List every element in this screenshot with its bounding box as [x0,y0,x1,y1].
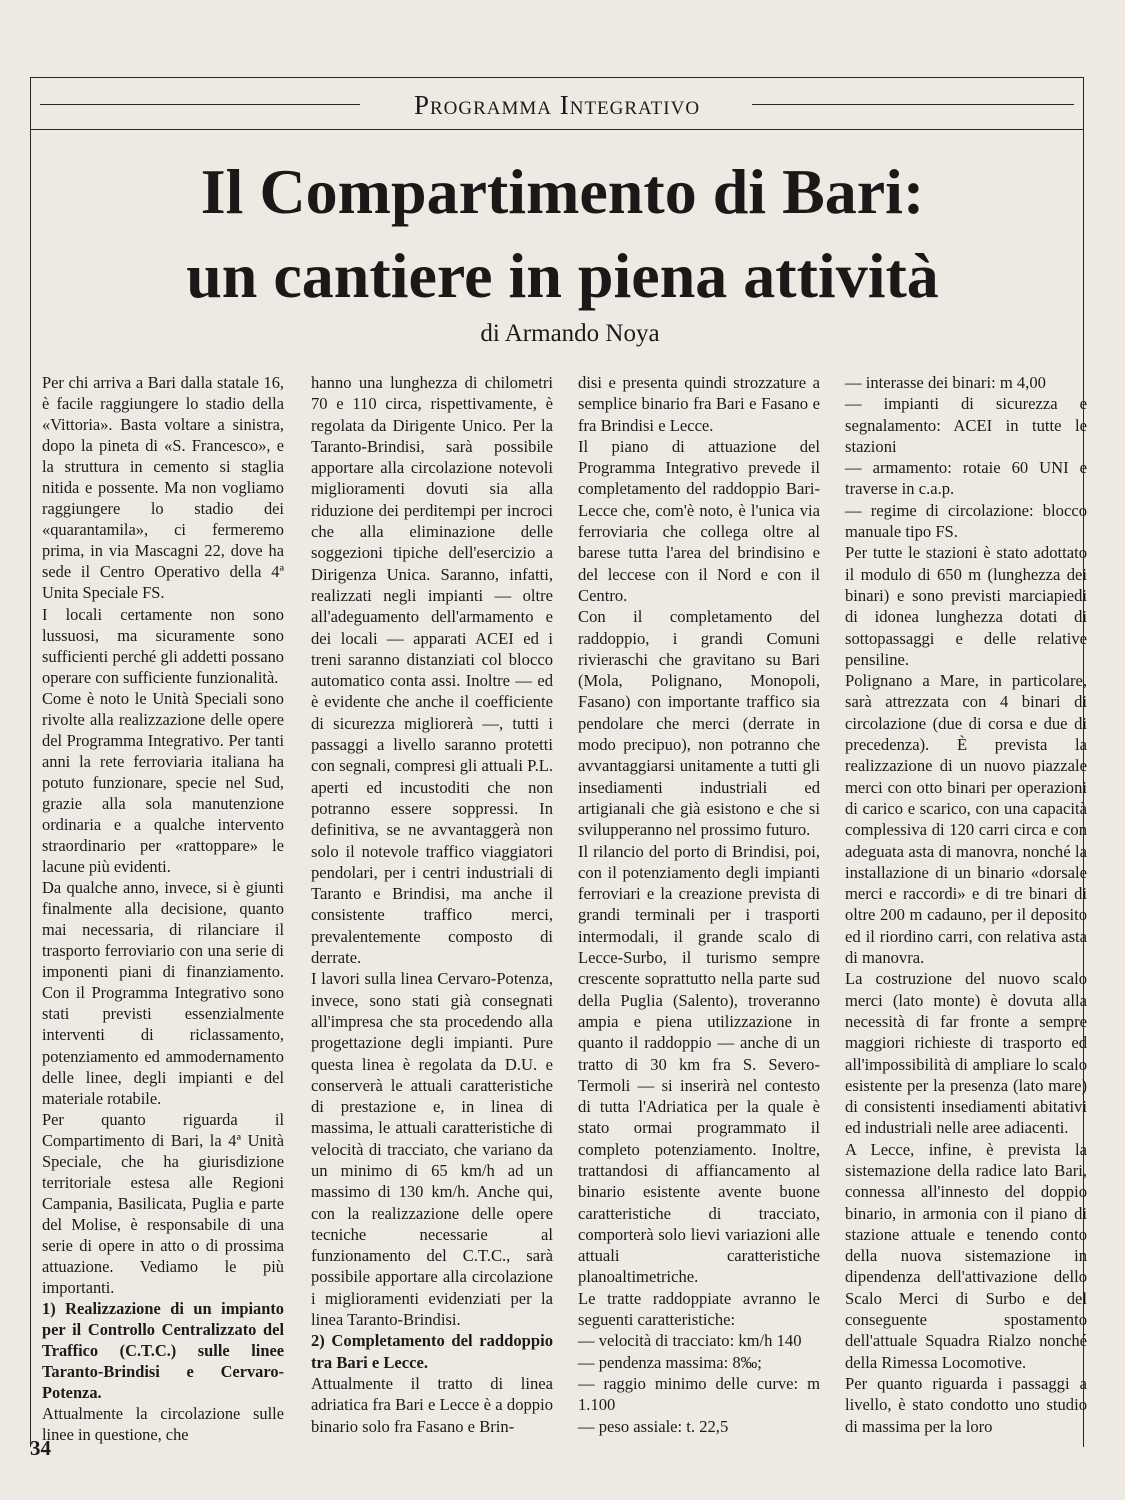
paragraph: Come è noto le Unità Speciali sono rivolte alla realizzazione delle opere del Programma Integrativo. Per tanti anni la rete ferroviaria italiana ha potuto funzionare, specie nel Sud, grazie alla sola manutenzione ordinaria e a qualche intervento straordinario per «rattoppare» le lacune più evidenti. [42,688,284,877]
paragraph: Polignano a Mare, in particolare, sarà attrezzata con 4 binari di circolazione (due di corsa e due di precedenza). È prevista la realizzazione di un nuovo piazzale merci con otto binari per operazioni di carico e scarico, con una capacità complessiva di 120 carri circa e con adeguata asta di manovra, nonché la installazione di un binario «dorsale merci e raccordi» e di tre binari di oltre 200 m cadauno, per il deposito ed il riordino carri, con relativa asta di manovra. [845,671,1087,968]
spec-item: — pendenza massima: 8‰; [578,1352,762,1372]
spec-item: — impianti di sicurezza e segnalamento: ACEI in tutte le stazioni [845,394,1087,456]
byline: di Armando Noya [480,320,660,347]
paragraph: Con il completamento del raddoppio, i grandi Comuni rivieraschi che gravitano su Bari (Mola, Polignano, Monopoli, Fasano) con importante traffico sia pendolare che merci (derrate in modo precipuo), non potranno che avvantaggiarsi unitamente a tutti gli insediamenti industriali ed artigianali che già esistono e che si svilupperanno nel prossimo futuro. [578,607,820,840]
paragraph: Per quanto riguarda il Compartimento di Bari, la 4ª Unità Speciale, che ha giurisdizione territoriale estesa alle Regioni Campania, Basilicata, Puglia e parte del Molise, è responsabile di una serie di opere in atto o di prossima attuazione. Vediamo le più importanti. [42,1109,284,1298]
article-column-2 [311,372,553,1437]
spec-item: — regime di circolazione: blocco manuale tipo FS. [845,500,1087,542]
paragraph: Per quanto riguarda i passaggi a livello, è stato condotto uno studio di massima per la loro [845,1373,1087,1436]
spec-item: — armamento: rotaie 60 UNI e traverse in c.a.p. [845,458,1087,499]
section-header [30,88,1084,122]
paragraph: Il piano di attuazione del Programma Integrativo prevede il completamento del raddoppio Bari-Lecce che, com'è noto, è l'unica via ferroviaria che collega oltre al barese tutta l'area del brindisino e del leccese con il Nord e con il Centro. [578,436,820,605]
subheading-ctc: 1) Realizzazione di un impianto per il Controllo Centralizzato del Traffico (C.T.C.) sulle linee Taranto-Brindisi e Cervaro-Potenza. [42,1299,284,1403]
paragraph: Da qualche anno, invece, si è giunti finalmente alla decisione, quanto mai necessaria, di rilanciare il trasporto ferroviario con una serie di imponenti piani di finanziamento. Con il Programma Integrativo sono stati previsti essenzialmente interventi di riclassamento, potenziamento ed ammodernamento delle linee, degli impianti e del materiale rotabile. [42,878,284,1108]
headline-line-2: un cantiere in piena attività [186,240,939,311]
section-title: Programma Integrativo [413,90,701,120]
spec-item: — interasse dei binari: m 4,00 [845,373,1046,392]
paragraph-tail: Attualmente il tratto di linea adriatica fra Bari e Lecce è a doppio binario solo fra Fasano e Brin- [311,1373,553,1436]
paragraph: Il rilancio del porto di Brindisi, poi, con il potenziamento degli impianti ferroviari e la creazione prevista di grandi terminali per i trasporti intermodali, il grande scalo di Lecce-Surbo, il turismo sempre crescente soprattutto nella parte sud della Puglia (Salento), troveranno ampia e piena utilizzazione in quanto il raddoppio — anche di un tratto di 30 km fra S. Severo-Termoli — si inserirà nel contesto di tutta l'Adriatica per la quale è stato ormai programmato il completo potenziamento. Inoltre, trattandosi di affiancamento al binario esistente avente buone caratteristiche di tracciato, comporterà solo lievi variazioni alle attuali caratteristiche planoaltimetriche. [578,841,820,1287]
spec-item: — velocità di tracciato: km/h 140 [578,1331,802,1351]
paragraph: hanno una lunghezza di chilometri 70 e 110 circa, rispettivamente, è regolata da Dirigente Unico. Per la Taranto-Brindisi, sarà possibile apportare alla circolazione notevoli miglioramenti dovuti sia alla riduzione dei perditempi per incroci che alla eliminazione delle soggezioni tipiche dell'esercizio a Dirigenza Unica. Saranno, infatti, realizzati negli impianti — oltre all'adeguamento dell'armamento e dei locali — apparati ACEI ed i treni saranno distanziati col blocco automatico conta assi. Inoltre — ed è evidente che anche il coefficiente di sicurezza migliorerà —, tutti i passaggi a livello saranno protetti con segnali, compresi gli attuali P.L. aperti ed incustoditi che non potranno essere soppressi. In definitiva, se ne avvantaggerà non solo il notevole traffico viaggiatori pendolari, per i centri industriali di Taranto e Brindisi, ma anche il consistente traffico merci, prevalentemente composto di derrate. [311,373,553,968]
section-rule-right [752,104,1074,105]
paragraph: I locali certamente non sono lussuosi, ma sicuramente sono sufficienti perché gli addetti possano operare con sufficiente funzionalità. [42,604,284,687]
paragraph: Per chi arriva a Bari dalla statale 16, è facile raggiungere lo stadio della «Vittoria». Basta voltare a sinistra, dopo la pineta di «S. Francesco», e la struttura in cemento si staglia nitida e possente. Ma non vogliamo raggiungere lo stadio dei «quarantamila», ci fermeremo prima, in via Mascagni 22, dove ha sede il Centro Operativo della 4ª Unita Speciale FS. [42,373,284,603]
left-border [30,77,31,1447]
paragraph: disi e presenta quindi strozzature a semplice binario fra Bari e Fasano e fra Brindisi e Lecce. [578,373,820,435]
spec-item: — peso assiale: t. 22,5 [578,1416,729,1436]
paragraph-tail: Attualmente la circolazione sulle linee in questione, che [42,1404,284,1445]
spec-item: — raggio minimo delle curve: m 1.100 [578,1373,820,1415]
article-column-3 [578,372,820,1437]
paragraph: La costruzione del nuovo scalo merci (lato monte) è dovuta alla necessità di far fronte a sempre maggiori richieste di trasporto ed all'impossibilità di ampliare lo scalo esistente per la presenza (lato mare) di consistenti insediamenti abitativi ed industriali nelle aree adiacenti. [845,969,1087,1138]
page-number: 34 [30,1436,51,1460]
paragraph: Le tratte raddoppiate avranno le seguenti caratteristiche: [578,1288,820,1330]
top-rule [30,77,1084,78]
article-column-4 [845,372,1087,1437]
paragraph: A Lecce, infine, è prevista la sistemazione della radice lato Bari, connessa all'innesto del doppio binario, in armonia con il piano di stazione attuale e tenendo conto della nuova sistemazione in dipendenza dell'attivazione dello Scalo Merci di Surbo e del conseguente spostamento dell'attuale Squadra Rialzo nonché della Rimessa Locomotive. [845,1139,1087,1372]
article-headline [40,150,1085,318]
headline-line-1: Il Compartimento di Bari: [200,156,925,227]
article-column-1 [42,372,284,1445]
subheading-raddoppio: 2) Completamento del raddoppio tra Bari e Lecce. [311,1331,553,1372]
paragraph: I lavori sulla linea Cervaro-Potenza, invece, sono stati già consegnati all'impresa che sta procedendo alla progettazione degli impianti. Pure questa linea è regolata da D.U. e conserverà le attuali caratteristiche di prestazione e, in linea di massima, le attuali caratteristiche di velocità di tracciato, che variano da un minimo di 65 km/h ad un massimo di 130 km/h. Anche qui, con la realizzazione delle opere tecniche necessarie al funzionamento del C.T.C., sarà possibile apportare alla circolazione i miglioramenti evidenziati per la linea Taranto-Brindisi. [311,969,553,1330]
section-bottom-rule [30,129,1084,130]
paragraph: Per tutte le stazioni è stato adottato il modulo di 650 m (lunghezza dei binari) e sono previsti marciapiedi di idonea lunghezza dotati di sottopassaggi e delle relative pensiline. [845,543,1087,669]
